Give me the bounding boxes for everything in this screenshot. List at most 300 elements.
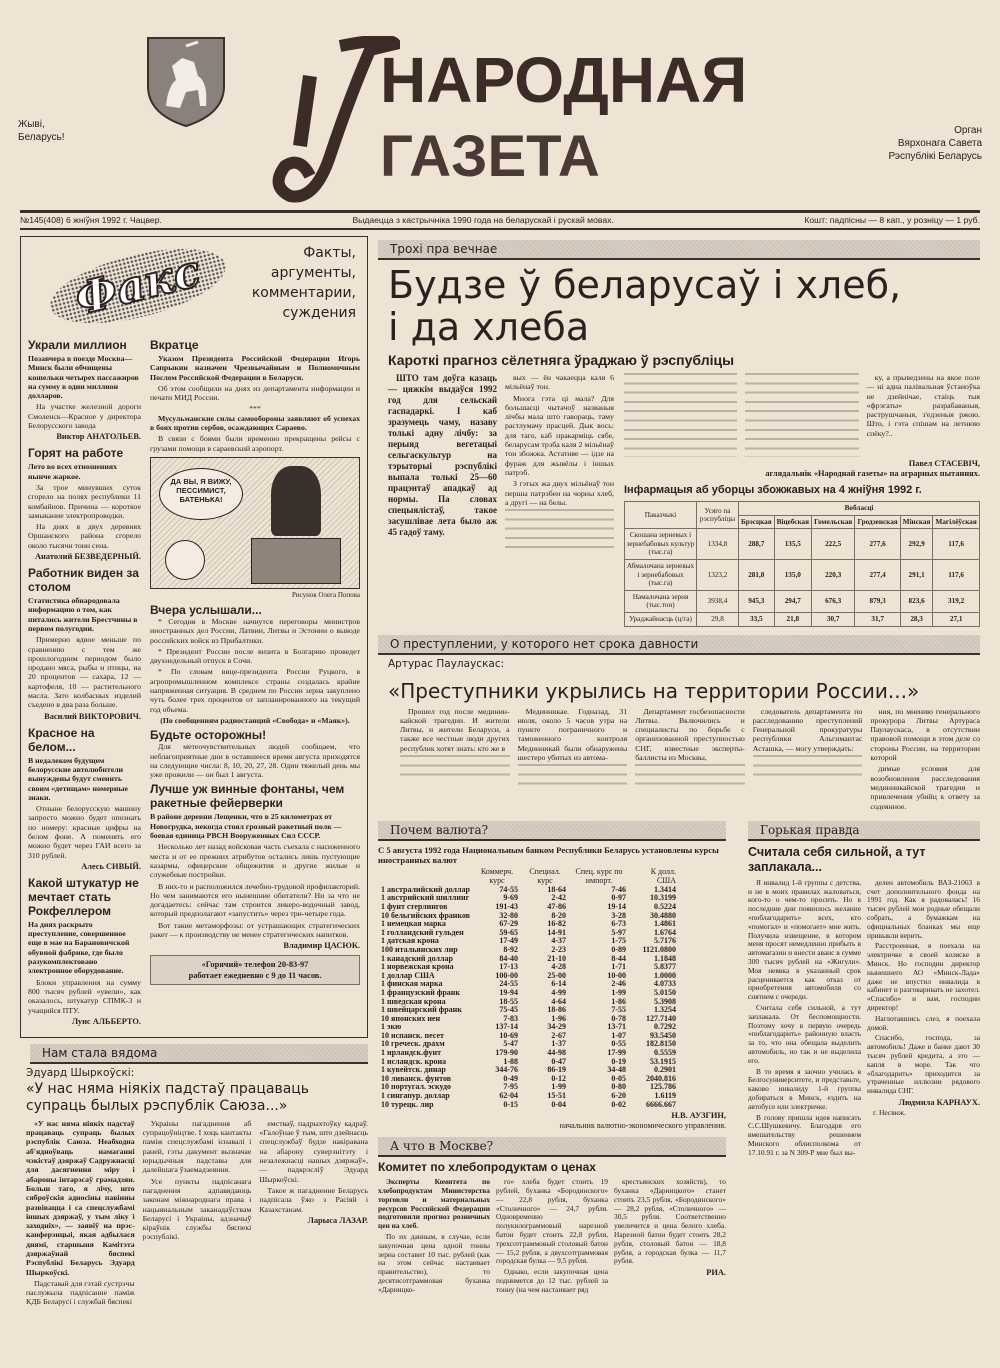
- region-header: Гомельская: [812, 515, 855, 529]
- fax-wide-column: [150, 335, 360, 1031]
- currency-name: 1 кувейтск. динар: [381, 1065, 446, 1075]
- rate-cell: 4-28: [551, 962, 567, 972]
- rate-cell: 179-90: [495, 1048, 519, 1058]
- headline: [388, 264, 980, 348]
- value-cell: 28,3: [900, 612, 932, 626]
- brief-body: Об этом сообщили на днях из департамента информации и печати МИД России.: [150, 383, 360, 403]
- article-lead: Статистика обнародовала информацию о том, как питались жители Брестчины в первом полугодии.: [28, 596, 138, 633]
- rate-cell: 0-12: [551, 1073, 567, 1083]
- region-header: Мінская: [900, 515, 932, 529]
- rate-cell: 1.0000: [654, 970, 677, 980]
- rate-cell: 13-71: [607, 1022, 627, 1032]
- text-block: [400, 755, 510, 783]
- news-source: (По сообщениям радиостанций «Свобода» и «Маяк»).: [160, 715, 350, 725]
- row-label: Намалочана зерня (тыс.тон): [625, 590, 697, 612]
- region-header: Магілёўская: [933, 515, 980, 529]
- rate-cell: 2-46: [611, 979, 627, 989]
- article-lead: Лето во всех отношениях нынче жаркое.: [28, 462, 117, 481]
- currency-name: 1 голландский гульден: [381, 927, 464, 937]
- value-cell: 222,5: [812, 529, 855, 560]
- currency-name: 10 японских иен: [381, 1013, 441, 1023]
- rate-cell: 75-45: [499, 1005, 519, 1015]
- rate-cell: 1-99: [551, 1082, 567, 1092]
- currency-name: 1 сингапур. доллар: [381, 1091, 450, 1101]
- text-block: [635, 764, 745, 792]
- rate-cell: 34-29: [547, 1022, 567, 1032]
- article-body: В то время я заочно училась в Белгосуниверситете, и представьте, каково инвалиду 1-й группы добираться в Минск, ездить на автобусе или электричке.: [748, 1066, 861, 1111]
- currency-name: 10 португал. эскудо: [381, 1082, 452, 1092]
- rate-cell: 0-02: [611, 1099, 627, 1109]
- rate-cell: 1-07: [611, 1030, 627, 1040]
- rate-cell: 4.0733: [654, 979, 677, 989]
- rate-cell: 0-49: [503, 1073, 519, 1083]
- rate-cell: 1.3414: [654, 884, 677, 894]
- rate-cell: 1-75: [611, 936, 627, 946]
- article-body: Я инвалид 1-й группы с детства, и не в моих правилах жаловаться, кого-то о чем-то просить. Но в последние дни появилось желание «поблагодарить» всех, кто «помогал» и «помогает» мне жить. Получила извещение, в котором меня просят немедленно прибыть в автомагазин и внести аванс в сумме 300 тысяч рублей на «Жигули». Моя неявка в указанный срок расценивается как отказ от приобретения автомобиля со снятием с очереди.: [748, 877, 861, 1002]
- rate-cell: 18-64: [547, 884, 567, 894]
- currency-name: 10 ливанск. фунтов: [381, 1073, 452, 1083]
- value-cell: 31,7: [855, 612, 901, 626]
- news-item: * По словам вице-президента России Руцкого, в агропромышленном комплексе страны создалась крайне напряженная ситуация. В среднем по России зерна закуплено чуть более трех процентов от запланированного на текущий год объема.: [150, 667, 360, 714]
- rate-cell: 32-80: [499, 910, 519, 920]
- rate-cell: 15-51: [547, 1091, 567, 1101]
- article-body: Для метеочувствительных людей сообщаем, что неблагоприятные дни в оставшееся время августа приходятся на следующие числа: 8, 10, 20, 27, 28. Один тяжелый день мы уже прожили — он был 1 августа.: [150, 742, 360, 780]
- rate-cell: 5.3908: [654, 996, 677, 1006]
- rate-cell: 8-20: [551, 910, 567, 920]
- rate-cell: 6-20: [611, 1091, 627, 1101]
- article-title: Вкратце: [150, 338, 199, 352]
- article-body: ния, по мнению генерального прокурора Литвы Артураса Паулаускаса, в отсутствии правовой помощи в этом деле со стороны России, на территории которой: [870, 706, 980, 763]
- article-body: Наглотавшись слез, я поехала домой.: [867, 1013, 980, 1032]
- column-header: К долл. США: [650, 866, 677, 885]
- rate-cell: 2-67: [551, 1030, 567, 1040]
- rate-cell: 47-86: [547, 901, 567, 911]
- region-header: Гродзенская: [855, 515, 901, 529]
- hotline-hours: работает ежедневно с 9 до 11 часов.: [188, 971, 322, 981]
- article-lead: В районе деревни Лещенки, что в 25 километрах от Новогрудка, некогда стоял грозный ракетный полк — боевая единица РВСН Вооруженных Сил СССР.: [150, 812, 342, 841]
- article-body: Многа гэта ці мала? Для большасці чытачоў названыя лічбы мала што гавораць, таму растлумачу прасцей. Дык вось: для таго, каб пракарміць сябе, беларусам трэба каля 2 мільёнаў тон збожжа. Астатняе — ідзе на фураж для жывёлы і іншых патрэб.: [505, 393, 614, 477]
- author: Павел СТАСЕВІЧ,: [908, 459, 980, 468]
- column-header: Усяго па рэспубліцы: [697, 502, 739, 529]
- rate-cell: 1.1848: [654, 953, 677, 963]
- rate-cell: 4-37: [551, 936, 567, 946]
- rate-cell: 7-55: [611, 1005, 627, 1015]
- value-cell: 135,5: [774, 529, 811, 560]
- fax-section: [20, 236, 368, 1038]
- value-cell: 879,3: [855, 590, 901, 612]
- rate-cell: 19-14: [607, 901, 627, 911]
- rate-cell: 0.5224: [654, 901, 677, 911]
- rate-cell: 0-15: [503, 1099, 519, 1109]
- rate-cell: 8-44: [611, 953, 627, 963]
- tagline-line: Факты,: [303, 245, 356, 261]
- author: Ларыса ЛАЗАР.: [307, 1215, 369, 1225]
- hotline-phone: «Горячий» телефон 20-83-97: [201, 960, 309, 970]
- organ-line: Орган: [954, 125, 982, 136]
- cartoon-haystack: [251, 538, 341, 584]
- author: Луис АЛЬБЕРТО.: [71, 1016, 141, 1026]
- divider: [20, 228, 980, 230]
- author-role: аглядальнік «Народнай газеты» па аграрных пытаннях.: [765, 469, 980, 478]
- rate-cell: 4-99: [551, 987, 567, 997]
- article-body: За трое минувших суток сгорело на полях республики 11 комбайнов. Причина — короткое замыкание электропроводки.: [28, 482, 141, 520]
- author: Виктор АНАТОЛЬЕВ.: [56, 432, 141, 442]
- currency-name: 10 турецк. лир: [381, 1099, 434, 1109]
- rate-cell: 14-91: [547, 927, 567, 937]
- currency-name: 1 французский франк: [381, 987, 460, 997]
- rate-cell: 44-98: [547, 1048, 567, 1058]
- column-header: Паказчыкі: [625, 502, 697, 529]
- newspaper-logo: [270, 36, 830, 206]
- rubric-bar: Нам стала вядома: [30, 1044, 368, 1064]
- hotline-box: [150, 955, 360, 985]
- currency-name: 1 экю: [381, 1022, 402, 1032]
- article-body: Усе пункты падпісанага пагаднення адпавядаюць законам міжнароднага права і нацыянальным заканадаўствам Беларусі і Украіны, адзначыў кіраўнік службы бяспекі рэспублікі.: [142, 1176, 252, 1242]
- headline-line: і да хлеба: [388, 305, 590, 349]
- value-cell: 220,3: [812, 559, 855, 590]
- currency-article: [378, 821, 726, 1131]
- article-body: Мединникае. Годназад, 31 июля, около 5 часов утра на пункте пограничного и таможенного контроля Мединникай были обнаружены шестеро убитых из автома-: [517, 706, 628, 763]
- rate-cell: 24-55: [499, 979, 519, 989]
- article-lead: Эксперты Комитета по хлебопродуктам Министерства торговли и материальных ресурсов Российской Федерации подготовили прогноз розничных цен на хлеб.: [378, 1177, 490, 1231]
- value-cell: 117,6: [933, 559, 980, 590]
- article-lead: В недалеком будущем белорусские автолюбители вынуждены будут сменить своим «детищам» номерные знаки.: [28, 755, 128, 802]
- currency-name: 1 шведская крона: [381, 996, 446, 1006]
- article-body: Отныне белорусскую машину запросто можно будет опознать по номеру: красные цифры на белом фоне. А поменять его можно будет через ГАИ всего за 310 рублей.: [28, 804, 141, 860]
- currency-name: 10 испанск. песет: [381, 1030, 444, 1040]
- news-item: * Сегодня в Москве начнутся переговоры министров иностранных дел России, Латвии, Литвы и Эстонии о выводе российских войск из Прибалтики.: [150, 616, 360, 645]
- rubric-bar: Почем валюта?: [378, 821, 726, 841]
- subheadline: Кароткі прагноз сёлетняга ўраджаю ў рэспубліцы: [388, 352, 735, 368]
- rate-cell: 5.0150: [654, 987, 677, 997]
- rate-cell: 5-47: [503, 1039, 519, 1049]
- rate-cell: 0-55: [611, 1039, 627, 1049]
- author: Людмила КАРНАУХ.: [898, 1097, 980, 1107]
- currency-name: 1 фунт стерлингов: [381, 901, 448, 911]
- region-header: Віцебская: [774, 515, 811, 529]
- rate-cell: 344-76: [495, 1065, 519, 1075]
- rate-cell: 7-46: [611, 884, 627, 894]
- currency-name: 10 греческ. драхм: [381, 1039, 445, 1049]
- article-body: емстваў, падрыхтоўку кадраў. «Галоўнае ў тым, што дзейнасць спецслужбаў будзе накіравана на абарону суверэнітэту і незалежнасці нашых дзяржаў», — падкрэсліў Эдуард Шыркоўскі.: [259, 1118, 369, 1184]
- rate-cell: 0-97: [611, 893, 627, 903]
- fax-tagline: [252, 243, 356, 323]
- total-cell: 1334,8: [697, 529, 739, 560]
- column-header: Спец. курс по импорт.: [575, 866, 623, 885]
- currency-name: 1 австралийский доллар: [381, 884, 470, 894]
- article-body: Блоки управления на сумму 800 тысяч рублей «увели», как оказалось, штукатур СПМК-3 и учащийся ПТУ.: [28, 977, 141, 1015]
- rate-cell: 17-13: [499, 962, 519, 972]
- organ-line: Вярхонага Савета: [897, 138, 982, 149]
- article-body: Падставай для гэтай сустрэчы паслужыла падпісанне паміж КДБ Беларусі і службай бяспекі: [26, 1278, 135, 1307]
- rate-cell: 1.4861: [654, 919, 677, 929]
- rate-cell: 10.3199: [650, 893, 677, 903]
- rate-cell: 34-48: [607, 1065, 627, 1075]
- fax-logo: [43, 234, 233, 338]
- rate-cell: 125.786: [650, 1082, 677, 1092]
- signer: Н.В. АУЗГИН,: [671, 1111, 726, 1121]
- left-column: [20, 236, 368, 1309]
- speaker: Артурас Паулаускас:: [388, 657, 505, 670]
- rubric-bar: Трохі пра вечнае: [378, 240, 980, 260]
- rate-cell: 62-04: [499, 1091, 519, 1101]
- rate-cell: 67-29: [499, 919, 519, 929]
- currency-name: 1 ирландск.фунт: [381, 1048, 442, 1058]
- grain-harvest-table: [624, 501, 980, 627]
- moscow-article: [378, 1137, 726, 1296]
- rate-cell: 30.4880: [650, 910, 677, 920]
- currency-name: 1 австрийский шиллинг: [381, 893, 470, 903]
- rate-cell: 18-55: [499, 996, 519, 1006]
- bitter-truth-article: [748, 821, 980, 1297]
- article-body: димые условия для возобновления расследования мединникайской трагедии и привлечения убийц к ответу за содеянное.: [870, 764, 980, 811]
- text-block: [505, 509, 614, 549]
- row-label: Абмалочана зерневых і зернебабовых (тыс.га): [625, 559, 697, 590]
- fax-narrow-column: [28, 335, 141, 1031]
- article-body: вых — ён чакаецца каля 6 мільёнаў тон.: [505, 373, 614, 392]
- value-cell: 27,1: [933, 612, 980, 626]
- article-body: Департамент госбезопасности Литвы. Включились и специалисты по борьбе с организованной преступностью СНГ, известные эксперты-баллисты из Москвы,: [635, 706, 745, 763]
- article-body: Расстроенная, я поехала на электричке в своей коляске в Минск. Но господин директор нынешнего АО «Минск-Лада» даже не впустил инвалида в кабинет и разговаривать не захотел. «Спасибо» и вам, господин директор!: [867, 941, 980, 1012]
- brief-lead: Указом Президента Российской Федерации Игорь Сапрыкин назначен Чрезвычайным и Полномочным Послом Российской Федерации в Беларуси.: [150, 354, 360, 382]
- author: Владимир ЦАСЮК.: [283, 941, 360, 951]
- rate-cell: 7-83: [503, 1013, 519, 1023]
- article-body: По их данным, в случае, если закупочная цена одной тонны зерна составит 10 тыс. рублей (как на этом сейчас настаивает правительство), то десятисотграммовая буханка «Дарницко-: [378, 1232, 490, 1294]
- article-body: го» хлеба будет стоить 19 рублей, буханка «Бородинского» — 22,8 рубля, буханка «Столичного» — 24,7 рубля. Одновременно полукилограммовый нарезной батон будет стоить 22,8 рубля, трехсотграммовый столовый батон — 15,2 рубля, а двухсотграммовая городская булка — 9,5 рубля.: [496, 1177, 608, 1266]
- value-cell: 277,4: [855, 559, 901, 590]
- rubric-bar: О преступлении, у которого нет срока давности: [378, 635, 980, 655]
- rate-cell: 1-37: [551, 1039, 567, 1049]
- cartoon-speech-bubble: ДА ВЫ, Я ВИЖУ, ПЕССИМИСТ, БАТЕНЬКА!: [159, 468, 243, 520]
- article-body: ку, а прыведзены на якое поле — ні адна палівальная ўстаноўка не дзейнічае, стаіць тыя «фрэгаты» разрабаваныя, раструшчаныя, з'едзеныя ржою. Што, і гэта спішам на летнюю спёку?..: [866, 373, 980, 438]
- brief-lead: Мусульманские силы самообороны заявляют об успехах в боях против сербов, осаждающих Сараево.: [150, 413, 360, 433]
- value-cell: 292,9: [900, 529, 932, 560]
- rate-cell: 6666.667: [646, 1099, 677, 1109]
- value-cell: 823,6: [900, 590, 932, 612]
- rate-cell: 1-71: [611, 962, 627, 972]
- headline: Комитет по хлебопродуктам о ценах: [378, 1160, 596, 1175]
- rate-cell: 5.8377: [654, 962, 677, 972]
- article-body: делен автомобиль ВАЗ-21063 в счет дополнительного фонда на 1991 год. Как я радовалась! 16 тысяч рублей мои родные обещали собрать, а бумажкам на официальных бланках мы еще привыкли верить.: [867, 877, 980, 940]
- rate-cell: 2-23: [551, 944, 567, 954]
- rate-cell: 59-65: [499, 927, 519, 937]
- article-body: Спасибо, господа, за автомобиль! Даже в банке дают 30 тысяч рублей кредита, а это — капля в море. Так что «благодарить» приходится за утраченные иллюзии рядового инвалида СНГ.: [867, 1033, 980, 1096]
- column-header: Вобласці: [739, 502, 980, 516]
- rate-cell: 191-43: [495, 901, 519, 911]
- rate-cell: 0.2901: [654, 1065, 677, 1075]
- table-row: [625, 529, 980, 560]
- rate-cell: 1.6764: [654, 927, 677, 937]
- text-block: [745, 373, 858, 457]
- masthead: [0, 0, 1000, 232]
- table-row: [625, 590, 980, 612]
- rate-cell: 4-64: [551, 996, 567, 1006]
- value-cell: 135,0: [774, 559, 811, 590]
- value-cell: 30,7: [812, 612, 855, 626]
- crime-article: [378, 635, 980, 813]
- rate-cell: 9-69: [503, 893, 519, 903]
- rate-cell: 1-86: [611, 996, 627, 1006]
- rate-cell: 93.5450: [650, 1030, 677, 1040]
- rate-cell: 53.1915: [650, 1056, 677, 1066]
- value-cell: 117,6: [933, 529, 980, 560]
- value-cell: 288,7: [739, 529, 775, 560]
- article-lead: На днях раскрыто преступление, совершенное еще в мае на Барановичской обувной фабрике, где было разукомплектовано электронное оборудование.: [28, 919, 130, 976]
- article-body: Такое ж пагадненне Беларусь падпісала ўжо з Расіяй і Казахстанам.: [259, 1185, 369, 1214]
- rate-cell: 2-42: [551, 893, 567, 903]
- rate-cell: 17-99: [607, 1048, 627, 1058]
- rate-cell: 7-95: [503, 1082, 519, 1092]
- article-body: В голову пришла идея написать С.С.Шушкевичу. Благодаря его вмешательству решением Минского облисполкома от 17.10.91 г. за N 309-Р мне был вы-: [748, 1112, 861, 1157]
- separator: ***: [249, 404, 261, 414]
- rate-cell: 1-96: [551, 1013, 567, 1023]
- rate-cell: 5-97: [611, 927, 627, 937]
- rate-cell: 0-80: [611, 1082, 627, 1092]
- rate-cell: 1121.0800: [642, 944, 677, 954]
- rate-cell: 10-69: [499, 1030, 519, 1040]
- logo-line-1: НАРОДНАЯ: [380, 44, 748, 116]
- rate-cell: 137-14: [495, 1022, 519, 1032]
- row-label: Скошана зерневых і зернебабовых культур (тыс.га): [625, 529, 697, 560]
- organ-label: [888, 124, 982, 163]
- article-lead: ШТО там доўга казаць — цяжкім выдаўся 1992 год для сельскай гаспадаркі. І каб зразумець чаму, назаву толькі адну лічбу: за перыяд вегетацыі сельгаскультур на тэрыторыі рэспублікі выпала толькі 25—60 працэнтаў ападкаў ад нормы. Па словах спецыялістаў, такое засушлівае лета было аж 45 гадоў таму.: [388, 373, 497, 537]
- author: Василий ВИКТОРОВИЧ.: [44, 711, 141, 721]
- rate-cell: 8-92: [503, 944, 519, 954]
- article-body: следователь департамента по расследованию преступлений Генеральной прокуратуры республики Альгимантас Асташка, — могу утверждать:: [752, 706, 863, 753]
- value-cell: 676,3: [812, 590, 855, 612]
- rate-cell: 0-47: [551, 1056, 567, 1066]
- currency-name: 1 финская марка: [381, 979, 443, 989]
- organ-line: Рэспублікі Беларусь: [888, 151, 982, 162]
- rate-cell: 0-89: [611, 944, 627, 954]
- value-cell: 33,5: [739, 612, 775, 626]
- value-cell: 21,8: [774, 612, 811, 626]
- fax-logo-text: Факс: [70, 245, 206, 326]
- value-cell: 945,3: [739, 590, 775, 612]
- cartoon-figure: [271, 466, 321, 536]
- logo-line-2: ГАЗЕТА: [380, 124, 600, 189]
- value-cell: 281,8: [739, 559, 775, 590]
- slogan: [18, 118, 65, 144]
- value-cell: 319,2: [933, 590, 980, 612]
- article-body: В них-то и расположился лечебно-трудовой профилакторий. Но чем занимаются его нынешние обитатели? Ни за что не догадаетесь: сейчас там строится ликеро-водочный завод, который предполагают «запустить» через три-четыре года.: [150, 881, 360, 919]
- divider: [20, 210, 980, 213]
- currency-name: 10 бельгийских франков: [381, 910, 471, 920]
- kgb-article: [20, 1044, 368, 1309]
- rate-cell: 0-05: [611, 1073, 627, 1083]
- currency-name: 100 итальянских лир: [381, 944, 458, 954]
- rate-cell: 84-40: [499, 953, 519, 963]
- headline: «Преступники укрылись на территории России...»: [388, 678, 920, 703]
- rate-cell: 100-00: [495, 970, 519, 980]
- article-body: Примерно вдвое меньше по сравнению с тем же прошлогодним периодом было продано мяса, рыбы и птицы, на 20 процентов — сахара, 12 — картофеля, 10 — растительного масла. Зато колбасных изделий съедено в два раза больше.: [28, 635, 141, 710]
- total-cell: 1323,2: [697, 559, 739, 590]
- rate-cell: 1-99: [611, 987, 627, 997]
- article-body: крестьянских хозяйств), то буханка «Дарницкого» станет стоить 23,5 рубля, «Бородинского» — 28,2 рубля, «Столичного» — 30,5 рубля. Соответственно увеличится и цена белого хлеба. Нарезной батон будет стоить 28,2 рубля, столовый батон — 18,8 рубля, а городская булка — 11,7 рубля.: [614, 1177, 726, 1266]
- rate-cell: 18-86: [547, 1005, 567, 1015]
- author: Алесь СИВЫЙ.: [81, 861, 141, 871]
- article-title: Какой штукатур не мечтает стать Рокфеллером: [28, 875, 139, 918]
- rate-cell: 25-00: [547, 970, 567, 980]
- article-body: Прошел год после медининкайской трагедии. И жители Литвы, и жители Беларуси, а также все честные люди других республик хотят знать: кто же в: [400, 706, 510, 753]
- rate-cell: 0.7292: [654, 1022, 677, 1032]
- cartoon-credit: Рисунок Олега Попова: [291, 590, 360, 599]
- author-place: г. Несвиж.: [873, 1107, 906, 1117]
- rate-cell: 16-82: [547, 919, 567, 929]
- region-header: Брэсцкая: [739, 515, 775, 529]
- currency-table: [378, 867, 679, 1109]
- text-block: [624, 373, 737, 457]
- author: Анатолий БЕЗВЕДЕРНЫЙ.: [35, 552, 141, 562]
- rate-cell: 5.7176: [654, 936, 677, 946]
- article-body: Украіны пагаднення аб супрацоўніцтве. І хоць кантакты паміж спецслужбамі існавалі і раней, гэты дакумент вызначае юрыдычныя падставы для далейшага ўзаемадзеяння.: [142, 1118, 252, 1175]
- article-lead: «У нас няма ніякіх падстаў працаваць супраць былых рэспублік Саюза. Неабходна аб'ядноўваць намаганні чэкістаў дзяржаў Садружнасці для дасягнення міру і абароны інтарэсаў грамадзян. Больш таго, я лічу, што сяброўскія адносіны павінны развівацца і са спецслужбамі іншых дзяржаў, у тым ліку і заходніх», — заявіў на прэс-канферэнцыі, якая адбылася днямі, старшыня Камітэта дзяржаўнай бяспекі Рэспублікі Беларусь Эдуард Шыркоўскі.: [26, 1118, 135, 1277]
- article-title: Красное на белом...: [28, 725, 95, 754]
- value-cell: 294,7: [774, 590, 811, 612]
- article-title: Работник виден за столом: [28, 566, 139, 595]
- currency-row: [378, 1015, 679, 1024]
- currency-name: 1 норвежская крона: [381, 962, 454, 972]
- table-row: [625, 559, 980, 590]
- currency-name: 1 исландск. крона: [381, 1056, 447, 1066]
- rate-cell: 3-28: [611, 910, 627, 920]
- text-block: [753, 755, 863, 783]
- rubric-bar: А что в Москве?: [378, 1137, 726, 1157]
- rate-cell: 127.7140: [646, 1013, 677, 1023]
- rate-cell: 10-00: [607, 970, 627, 980]
- harvest-article: [378, 240, 980, 627]
- table-title: Інфармацыя аб уборцы збожжавых на 4 жніўня 1992 г.: [624, 484, 922, 496]
- row-label: Ураджайнасць (ц/га): [625, 612, 697, 626]
- rate-cell: 86-19: [547, 1065, 567, 1075]
- rate-cell: 21-10: [547, 953, 567, 963]
- value-cell: 277,6: [855, 529, 901, 560]
- rate-cell: 6-14: [551, 979, 567, 989]
- rate-cell: 0-19: [611, 1056, 627, 1066]
- issue-info: №145(408) 6 жніўня 1992 г. Чацвер.: [20, 215, 162, 225]
- rate-cell: 1.3254: [654, 1005, 677, 1015]
- currency-name: 1 канадский доллар: [381, 953, 453, 963]
- brief-body: В связи с боями были временно прекращены рейсы с грузами помощи в сараевский аэропорт.: [150, 434, 360, 453]
- rate-cell: 1.6119: [654, 1091, 677, 1101]
- headline: «У нас няма ніякіх падстаў працаваць супраць былых рэспублік Саюза...»: [26, 1080, 310, 1114]
- rate-cell: 17-49: [499, 936, 519, 946]
- currency-name: 1 швейцарский франк: [381, 1005, 462, 1015]
- article-title: Лучше уж винные фонтаны, чем ракетные фейерверки: [150, 782, 345, 811]
- rate-cell: 0-04: [551, 1099, 567, 1109]
- speaker: Эдуард Шыркоўскі:: [26, 1066, 135, 1079]
- article-body: На участке железной дороги Смоленск—Красное у директора Белорусского завода: [28, 402, 141, 431]
- value-cell: 291,1: [900, 559, 932, 590]
- headline-line: Будзе ў беларусаў і хлеб,: [388, 263, 902, 307]
- rate-cell: 19-94: [499, 987, 519, 997]
- article-title: Будьте осторожны!: [150, 728, 267, 743]
- article-title: Горят на работе: [28, 446, 124, 461]
- signer-role: начальник валютно-экономического управления.: [559, 1121, 726, 1131]
- rate-cell: 74-55: [499, 884, 519, 894]
- cartoon: [150, 457, 360, 589]
- rubric-bar: Горькая правда: [748, 821, 980, 841]
- currency-row: [378, 1101, 679, 1110]
- rate-cell: 182.8150: [646, 1039, 677, 1049]
- right-column: [378, 240, 980, 1297]
- article-body: З гэтых жа двух мільёнаў тон першы патрэбен на чорны хлеб, а другі — на белы.: [505, 479, 614, 507]
- currency-intro: С 5 августа 1992 года Национальным банком Республики Беларусь установлены курсы иностранных валют: [378, 844, 719, 865]
- article-lead: Позавчера в поезде Москва—Минск были обчищены кошельки четырех пассажиров на сумму в один миллион долларов.: [28, 354, 139, 401]
- article-title: Вчера услышали...: [150, 602, 262, 617]
- article-body: Несколько лет назад войсковая часть съехала с насиженного места и от ее прежних атрибутов остались лишь пустующие казармы, офицерские общежития и другие жилые и служебные постройки.: [150, 842, 360, 880]
- rate-cell: 2040.816: [646, 1073, 677, 1083]
